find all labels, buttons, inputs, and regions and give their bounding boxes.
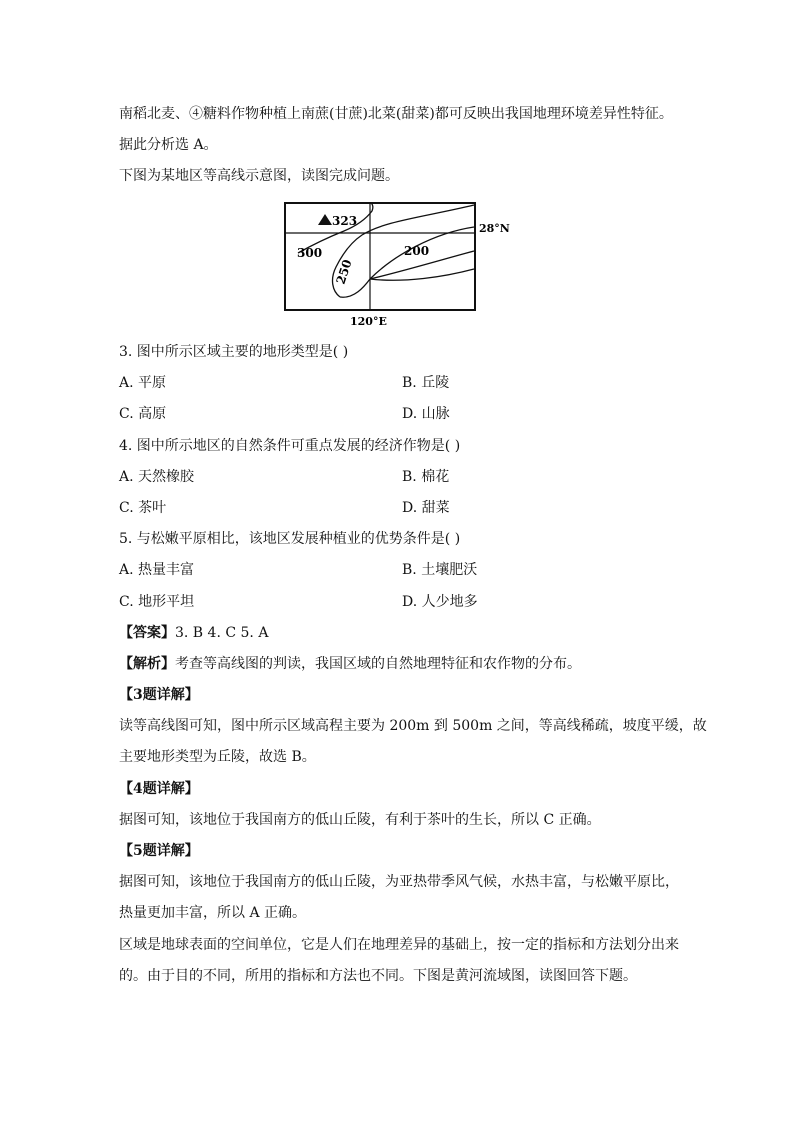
detail-3-line-1: 读等高线图可知，图中所示区域高程主要为 200m 到 500m 之间，等高线稀疏，坡度平缓，故 [119, 718, 707, 734]
peak-triangle-icon [318, 214, 332, 225]
q4-option-c: C. 茶叶 [119, 500, 167, 516]
q3-option-c: C. 高原 [119, 406, 167, 422]
contour-map [284, 199, 514, 329]
detail-5-line-2: 热量更加丰富，所以 A 正确。 [119, 905, 307, 921]
q5-option-c: C. 地形平坦 [119, 594, 195, 610]
q5-option-b: B. 土壤肥沃 [402, 562, 478, 578]
q3-stem: 3. 图中所示区域主要的地形类型是( ) [119, 344, 349, 360]
detail-4-line-1: 据图可知，该地位于我国南方的低山丘陵，有利于茶叶的生长，所以 C 正确。 [119, 812, 601, 828]
label-300: 300 [297, 246, 323, 260]
outro-line-1: 区域是地球表面的空间单位，它是人们在地理差异的基础上，按一定的指标和方法划分出来 [119, 937, 679, 953]
label-250: 250 [333, 257, 355, 286]
q3-option-a: A. 平原 [119, 375, 167, 391]
outro-line-2: 的。由于目的不同，所用的指标和方法也不同。下图是黄河流域图，读图回答下题。 [119, 968, 637, 984]
analysis-line [119, 654, 581, 674]
q5-stem: 5. 与松嫩平原相比，该地区发展种植业的优势条件是( ) [119, 531, 461, 547]
q4-stem: 4. 图中所示地区的自然条件可重点发展的经济作物是( ) [119, 438, 461, 454]
q5-option-d: D. 人少地多 [402, 594, 478, 610]
q5-option-a: A. 热量丰富 [119, 562, 195, 578]
answer-line [119, 623, 268, 643]
q4-option-a: A. 天然橡胶 [119, 469, 195, 485]
latitude-label: 28°N [479, 222, 510, 235]
analysis-label: 【解析】 [119, 656, 175, 672]
intro-line-3: 下图为某地区等高线示意图，读图完成问题。 [119, 168, 399, 184]
answer-label: 【答案】 [119, 625, 175, 641]
q3-option-b: B. 丘陵 [402, 375, 450, 391]
detail-5-line-1: 据图可知，该地位于我国南方的低山丘陵，为亚热带季风气候，水热丰富，与松嫩平原比， [119, 874, 679, 890]
label-200: 200 [404, 244, 430, 258]
detail-3-line-2: 主要地形类型为丘陵，故选 B。 [119, 749, 316, 765]
q4-option-b: B. 棉花 [402, 469, 450, 485]
detail-5-heading: 【5题详解】 [119, 843, 199, 859]
intro-line-2: 据此分析选 A。 [119, 137, 218, 153]
q4-option-d: D. 甜菜 [402, 500, 450, 516]
detail-4-heading: 【4题详解】 [119, 781, 199, 797]
detail-3-heading: 【3题详解】 [119, 687, 199, 703]
peak-label: 323 [332, 214, 358, 228]
answer-text: 3. B 4. C 5. A [175, 625, 269, 641]
intro-line-1: 南稻北麦、④糖料作物种植上南蔗(甘蔗)北菜(甜菜)都可反映出我国地理环境差异性特征。 [119, 106, 673, 122]
longitude-label: 120°E [350, 315, 387, 328]
analysis-text: 考查等高线图的判读，我国区域的自然地理特征和农作物的分布。 [175, 656, 581, 672]
q3-option-d: D. 山脉 [402, 406, 450, 422]
